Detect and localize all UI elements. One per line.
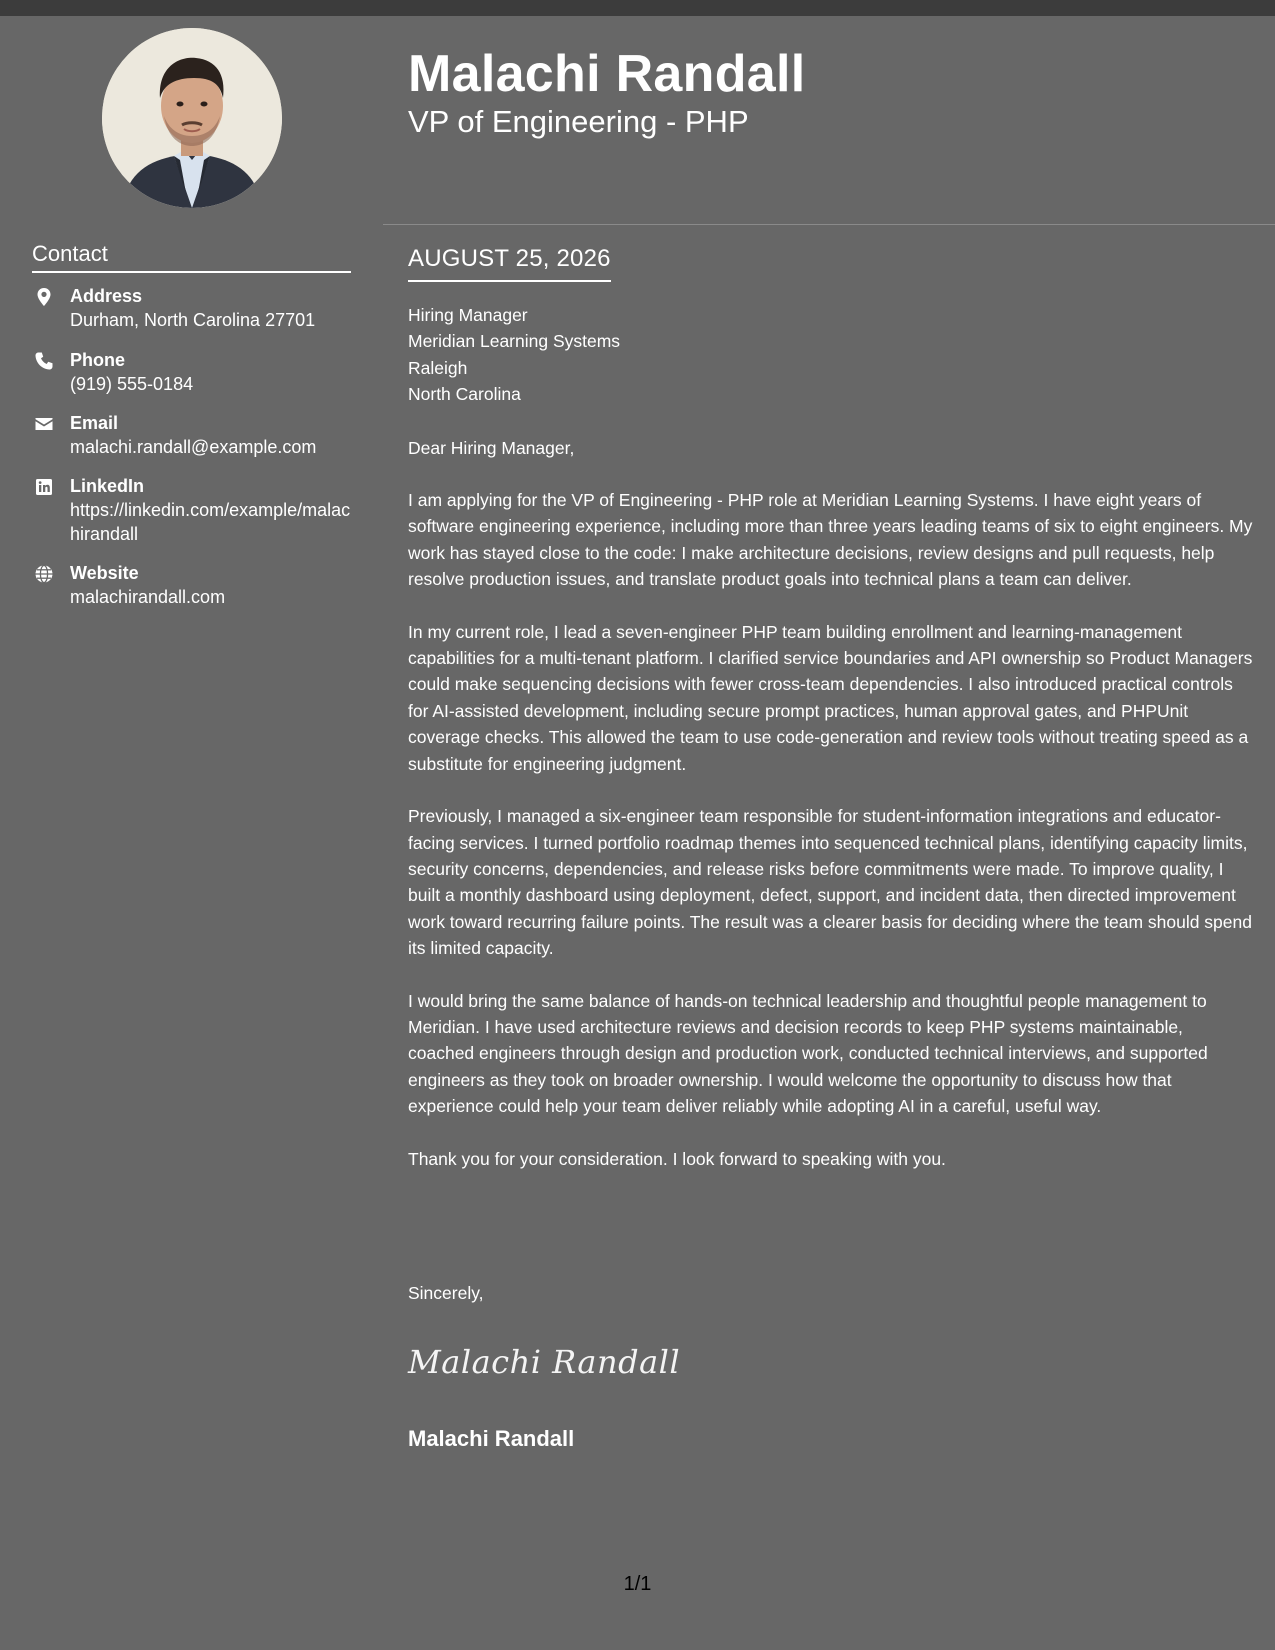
contact-heading: Contact (32, 240, 351, 273)
letter-body (408, 302, 1253, 1172)
salutation: Dear Hiring Manager, (408, 437, 575, 458)
recipient-line: North Carolina (408, 384, 521, 405)
top-bar (0, 0, 1275, 16)
address-value: Durham, North Carolina 27701 (70, 310, 316, 330)
contact-label: LinkedIn (70, 476, 145, 496)
email-value: malachi.randall@example.com (70, 437, 317, 457)
paragraph: I am applying for the VP of Engineering - PHP role at Meridian Learning Systems. I have eight years of software engineering experience, including more than three years leading teams of six to eight engineers. My work has stayed close to the code: I make architecture decisions, review designs and pull requests, help resolve production issues, and translate product goals into technical plans a team can deliver. (408, 490, 1253, 590)
recipient-line: Hiring Manager (408, 305, 528, 325)
profile-photo (102, 28, 282, 208)
closing: Sincerely, (408, 1283, 484, 1303)
profile-photo-image (102, 28, 282, 208)
contact-item-address (32, 284, 352, 348)
contact-label: Email (70, 413, 119, 433)
signer-name: Malachi Randall (408, 1426, 575, 1451)
contact-item-linkedin (32, 474, 352, 561)
signature: Malachi Randall (408, 1343, 681, 1381)
recipient-line: Raleigh (408, 357, 468, 378)
contact-label: Website (70, 563, 139, 583)
paragraph: In my current role, I lead a seven-engineer PHP team building enrollment and learning-management capabilities for a multi-tenant platform. I clarified service boundaries and API ownership so Product Managers could make sequencing decisions with fewer cross-team dependencies. I also introduced practical controls for AI-assisted development, including secure prompt practices, human approval gates, and PHPUnit coverage checks. This allowed the team to use code-generation and review tools without treating speed as a substitute for engineering judgment. (408, 621, 1253, 774)
phone-value: (919) 555-0184 (70, 374, 194, 394)
paragraph: I would bring the same balance of hands-on technical leadership and thoughtful people management to Meridian. I have used architecture reviews and decision records to keep PHP systems maintainable, coached engineers through design and production work, conducted technical interviews, and supported engineers as they took on broader ownership. I would welcome the opportunity to discuss how that experience could help your team deliver reliably while adopting AI in a careful, useful way. (408, 990, 1208, 1117)
paragraph: Thank you for your consideration. I look forward to speaking with you. (408, 1148, 946, 1169)
recipient-line: Meridian Learning Systems (408, 331, 621, 352)
contact-item-website (32, 561, 352, 621)
linkedin-link[interactable]: https://linkedin.com/example/malachirandall (70, 500, 351, 544)
candidate-name: Malachi Randall (408, 45, 806, 103)
contact-item-email (32, 411, 352, 474)
contact-label: Phone (70, 350, 126, 370)
linkedin-icon (34, 477, 54, 497)
contact-list (32, 284, 352, 621)
contact-item-phone (32, 348, 352, 411)
contact-label: Address (70, 286, 143, 306)
candidate-role: VP of Engineering - PHP (408, 104, 749, 139)
phone-icon (34, 351, 54, 371)
page-number: 1/1 (623, 1573, 652, 1595)
map-pin-icon (34, 287, 54, 307)
globe-icon (34, 564, 54, 584)
recipient-block (408, 302, 1253, 408)
paragraph: Previously, I managed a six-engineer team responsible for student-information integrations and educator-facing services. I turned portfolio roadmap themes into sequenced technical plans, identifying capacity limits, security concerns, dependencies, and release risks before commitments were made. To improve quality, I built a monthly dashboard using deployment, defect, support, and incident data, then directed improvement work toward recurring failure points. The result was a clearer basis for deciding where the team should spend its limited capacity. (408, 806, 1252, 959)
envelope-icon (34, 414, 54, 434)
header-divider (383, 224, 1275, 225)
website-link[interactable]: malachirandall.com (70, 587, 226, 607)
letter-date: AUGUST 25, 2026 (408, 244, 611, 282)
